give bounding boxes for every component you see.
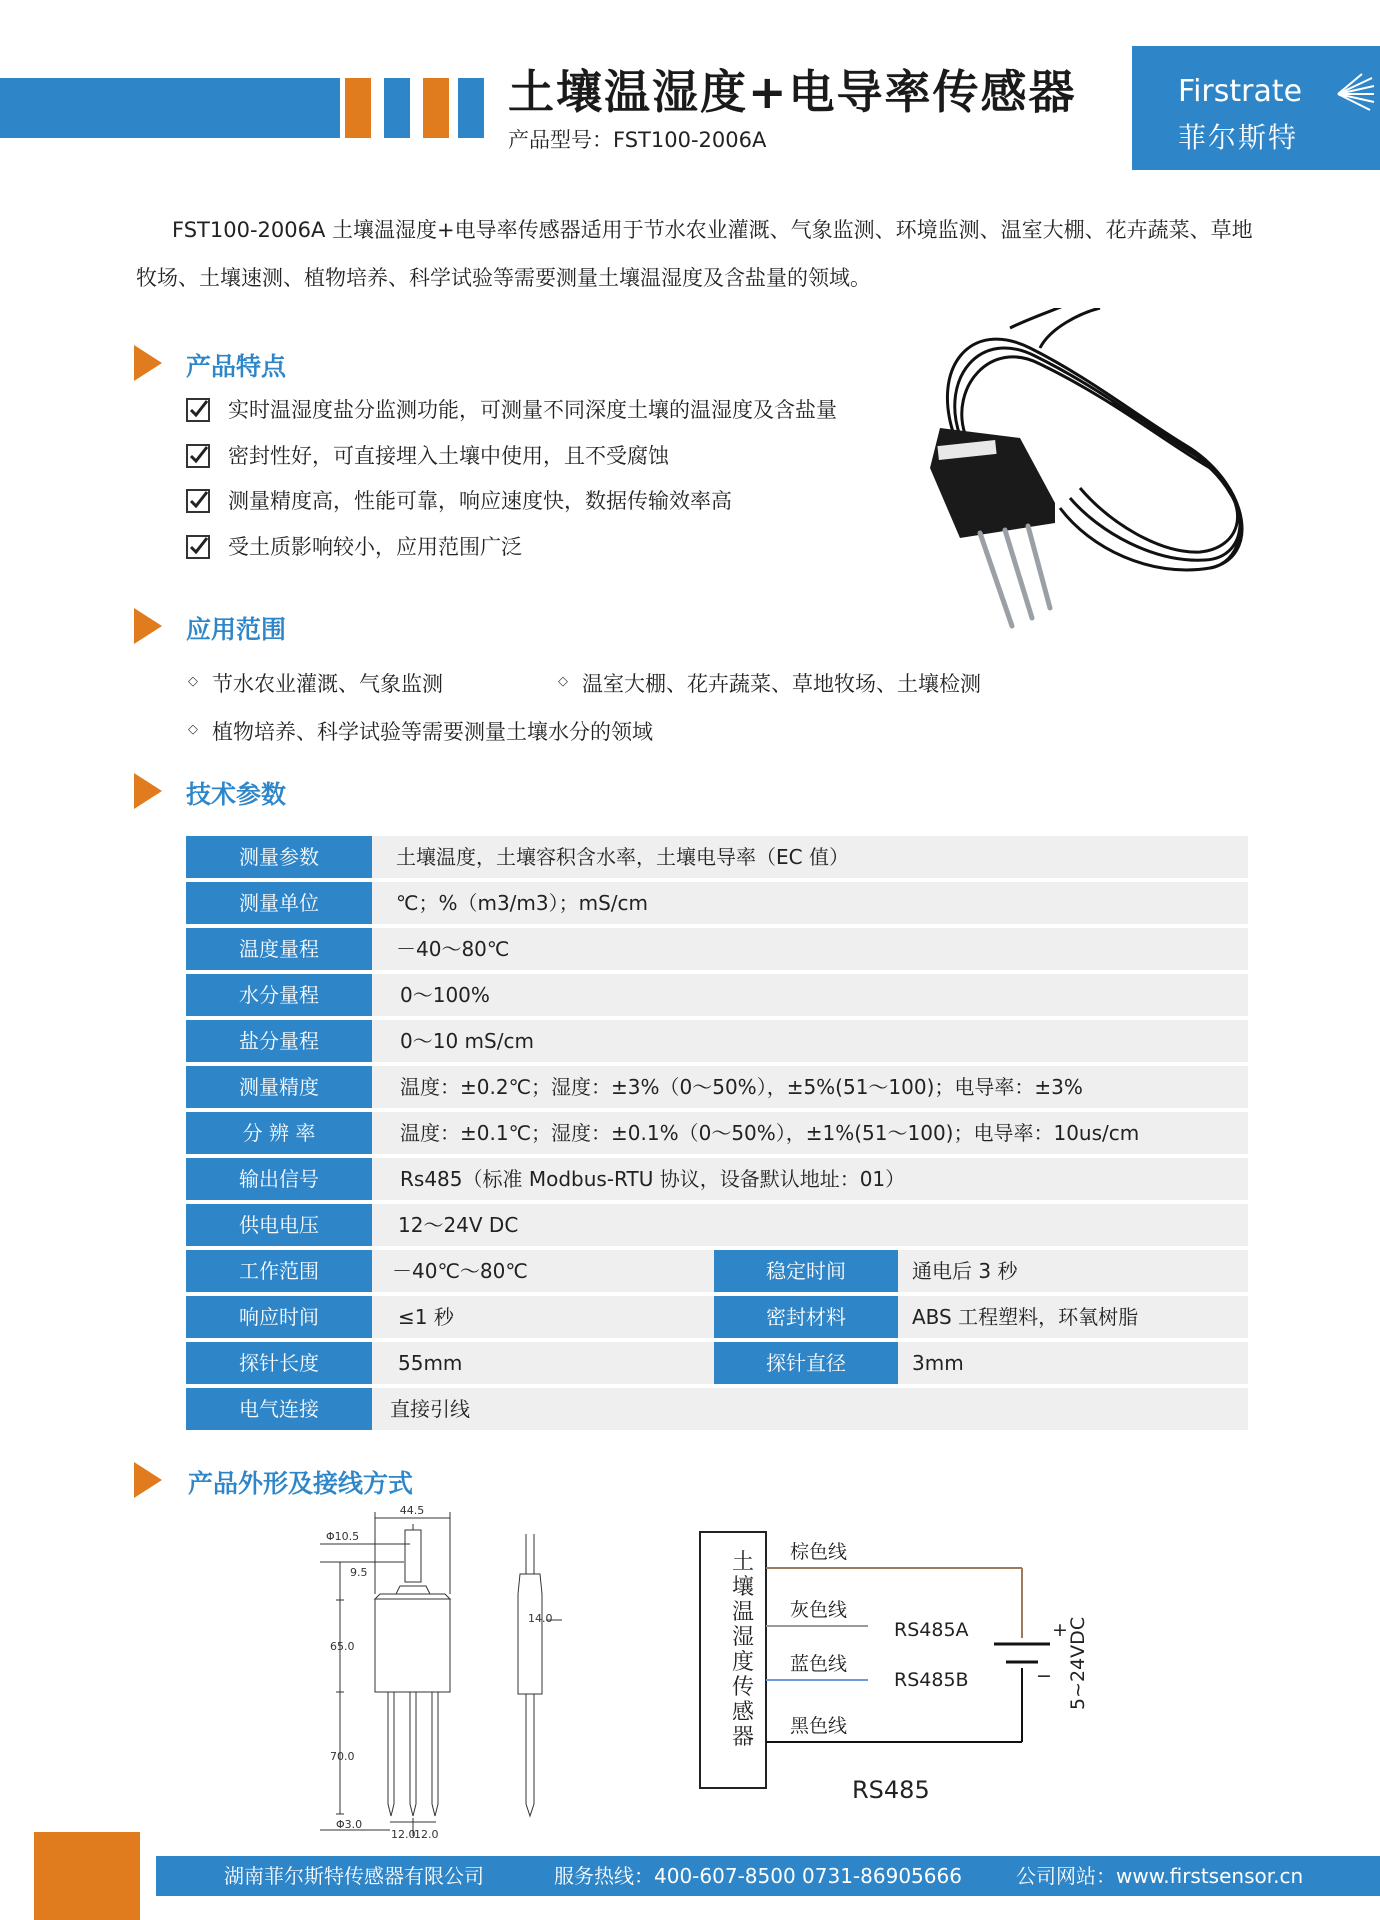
table-row [186, 1342, 1248, 1384]
spec-value: 0～10 mS/cm [400, 1029, 534, 1053]
wire-label: 黑色线 [790, 1715, 848, 1737]
spec-value: ≤1 秒 [398, 1305, 454, 1329]
spec-label: 工作范围 [186, 1250, 372, 1292]
protocol-label: RS485 [852, 1776, 930, 1804]
wire-label: 灰色线 [790, 1599, 848, 1621]
table-row [186, 974, 1248, 1016]
spec-label: 稳定时间 [714, 1250, 898, 1292]
spec-label: 电气连接 [186, 1388, 372, 1430]
spec-label: 温度量程 [186, 928, 372, 970]
spec-value: 直接引线 [390, 1397, 470, 1421]
dim-pitch: 12.0 [414, 1828, 439, 1841]
spec-label: 测量单位 [186, 882, 372, 924]
footer-hotline: 服务热线：400-607-8500 0731-86905666 [554, 1864, 962, 1888]
spec-label: 供电电压 [186, 1204, 372, 1246]
brand-logo [1132, 46, 1380, 170]
spec-value: 土壤温度，土壤容积含水率，土壤电导率（EC 值） [396, 845, 849, 869]
check-icon [186, 398, 210, 422]
spec-value: 0～100% [400, 983, 490, 1007]
table-row [186, 836, 1248, 878]
section-arrow-icon [134, 1462, 162, 1498]
section-arrow-icon [134, 345, 162, 381]
spec-label: 测量参数 [186, 836, 372, 878]
application-item: 温室大棚、花卉蔬菜、草地牧场、土壤检测 [582, 672, 981, 696]
feature-item: 实时温湿度盐分监测功能，可测量不同深度土壤的温湿度及含盐量 [228, 398, 837, 422]
feature-item: 密封性好，可直接埋入土壤中使用，且不受腐蚀 [228, 444, 669, 468]
header-stripe [345, 78, 371, 138]
diamond-icon: ◇ [558, 674, 568, 689]
spec-value: 55mm [398, 1351, 463, 1375]
model-number: 产品型号：FST100-2006A [508, 128, 767, 152]
minus-sign: − [1036, 1665, 1052, 1687]
table-row [186, 1296, 1248, 1338]
spec-value: 温度：±0.2℃；湿度：±3%（0～50%），±5%(51～100)；电导率：±3% [400, 1075, 1083, 1099]
sensor-name: 土壤温湿度传感器 [731, 1550, 754, 1750]
spec-label: 输出信号 [186, 1158, 372, 1200]
product-photo [910, 308, 1270, 648]
dim-top: 9.5 [350, 1566, 368, 1579]
dim-width: 44.5 [399, 1504, 425, 1517]
spec-label: 探针长度 [186, 1342, 372, 1384]
table-row [186, 882, 1248, 924]
spec-label: 分 辨 率 [186, 1112, 372, 1154]
diamond-icon: ◇ [188, 722, 198, 737]
application-item: 节水农业灌溉、气象监测 [212, 672, 443, 696]
spec-label: 探针直径 [714, 1342, 898, 1384]
table-row [186, 1020, 1248, 1062]
table-row [186, 928, 1248, 970]
page-title: 土壤温湿度+电导率传感器 [508, 65, 1077, 119]
table-row [186, 1250, 1248, 1292]
header-bar [0, 78, 340, 138]
intro-paragraph: FST100-2006A 土壤温湿度+电导率传感器适用于节水农业灌溉、气象监测、环境监测、温室大棚、花卉蔬菜、草地牧场、土壤速测、植物培养、科学试验等需要测量土壤温湿度及含盐量的领域。 [136, 218, 1253, 290]
footer-website: 公司网站：www.firstsensor.cn [1016, 1864, 1304, 1888]
check-icon [186, 489, 210, 513]
signal-label: RS485A [894, 1619, 969, 1641]
spec-value: 通电后 3 秒 [912, 1259, 1018, 1283]
feature-item: 测量精度高，性能可靠，响应速度快，数据传输效率高 [228, 489, 732, 513]
table-row [186, 1112, 1248, 1154]
dim-body: 65.0 [330, 1640, 355, 1653]
table-row [186, 1158, 1248, 1200]
spec-value: 12～24V DC [398, 1213, 519, 1237]
supply-voltage: 5~24VDC [1067, 1616, 1089, 1710]
spec-value: ABS 工程塑料，环氧树脂 [912, 1305, 1139, 1329]
header-stripe [423, 78, 449, 138]
spec-value: －40～80℃ [396, 937, 510, 961]
section-arrow-icon [134, 773, 162, 809]
signal-label: RS485B [894, 1669, 969, 1691]
specs-title: 技术参数 [186, 780, 287, 809]
features-title: 产品特点 [186, 352, 287, 381]
wire-label: 棕色线 [790, 1541, 848, 1563]
wire-label: 蓝色线 [790, 1653, 848, 1675]
spec-value: －40℃～80℃ [392, 1259, 528, 1283]
spec-label: 水分量程 [186, 974, 372, 1016]
wiring-title: 产品外形及接线方式 [188, 1469, 414, 1498]
spec-label: 盐分量程 [186, 1020, 372, 1062]
dim-cable: Φ10.5 [326, 1530, 360, 1543]
table-row [186, 1066, 1248, 1108]
dim-thickness: 14.0 [528, 1612, 553, 1625]
dim-pitch: 12.0 [391, 1828, 416, 1841]
check-icon [186, 444, 210, 468]
section-arrow-icon [134, 608, 162, 644]
dim-probe-dia: Φ3.0 [336, 1818, 363, 1831]
feature-item: 受土质影响较小，应用范围广泛 [228, 535, 522, 559]
side-view-drawing [492, 1534, 572, 1824]
spec-value: Rs485（标准 Modbus-RTU 协议，设备默认地址：01） [400, 1167, 906, 1191]
logo-text-en: Firstrate [1178, 74, 1303, 109]
spec-label: 响应时间 [186, 1296, 372, 1338]
spec-value: ℃；%（m3/m3）；mS/cm [396, 891, 649, 915]
diamond-icon: ◇ [188, 674, 198, 689]
dim-probe: 70.0 [330, 1750, 355, 1763]
footer-bar [156, 1856, 1380, 1896]
table-row [186, 1388, 1248, 1430]
spec-label: 测量精度 [186, 1066, 372, 1108]
footer-company: 湖南菲尔斯特传感器有限公司 [224, 1864, 484, 1888]
spec-value: 3mm [912, 1351, 964, 1375]
footer-accent [34, 1832, 140, 1920]
spec-value: 温度：±0.1℃；湿度：±0.1%（0～50%），±1%(51～100)；电导率：10us/cm [400, 1121, 1140, 1145]
applications-title: 应用范围 [186, 615, 287, 644]
plus-sign: + [1052, 1619, 1068, 1641]
application-item: 植物培养、科学试验等需要测量土壤水分的领域 [212, 720, 653, 744]
header-stripe [458, 78, 484, 138]
sunburst-icon [1332, 72, 1376, 116]
check-icon [186, 535, 210, 559]
spec-label: 密封材料 [714, 1296, 898, 1338]
header-stripe [384, 78, 410, 138]
table-row [186, 1204, 1248, 1246]
logo-text-cn: 菲尔斯特 [1178, 121, 1299, 154]
